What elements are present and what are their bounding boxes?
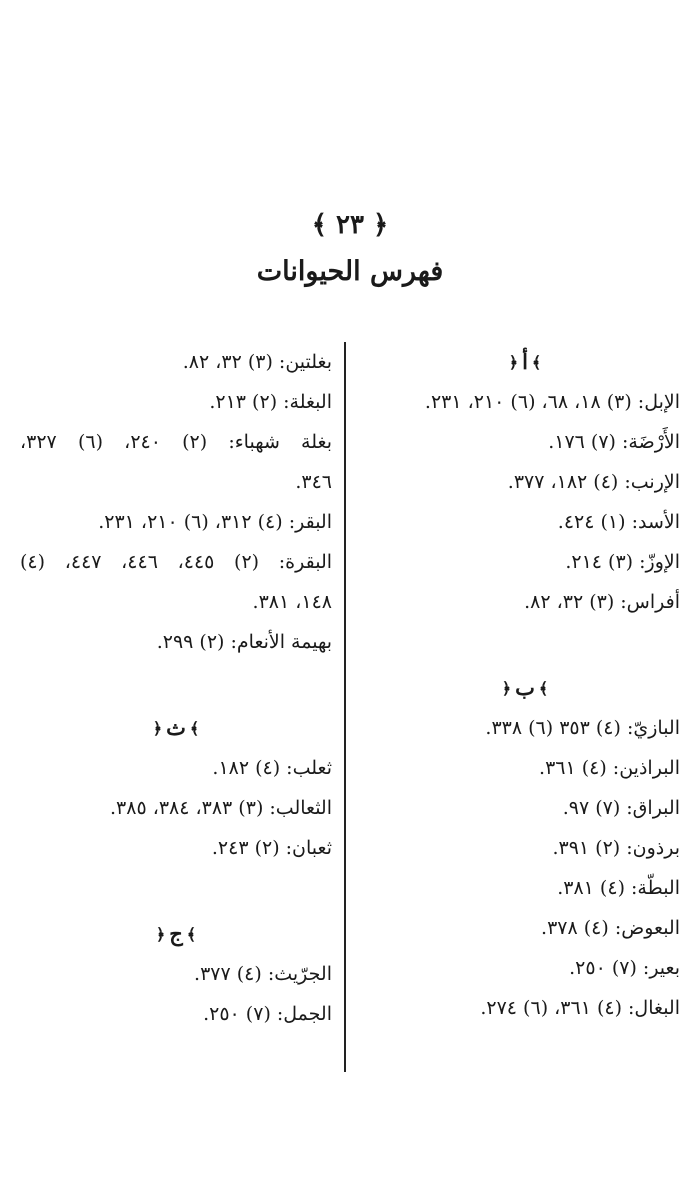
ornament-left-icon: ﴾ — [186, 925, 197, 944]
section-letter: ب — [515, 675, 535, 700]
index-entry: بغلة شهباء: (٢) ٢٤٠، (٦) ٣٢٧، — [20, 431, 332, 453]
index-entry: الأسد: (١) ٤٢٤. — [557, 511, 680, 533]
index-entry-continuation: ٣٤٦. — [295, 471, 332, 493]
index-entry: البراق: (٧) ٩٧. — [562, 797, 680, 819]
section-letter: ج — [169, 921, 183, 946]
section-gap — [20, 868, 332, 914]
index-entry: بهيمة الأنعام: (٢) ٢٩٩. — [156, 631, 332, 653]
index-entry: البطّة: (٤) ٣٨١. — [557, 877, 680, 899]
index-entry: الثعالب: (٣) ٣٨٣، ٣٨٤، ٣٨٥. — [110, 797, 332, 819]
index-entry: البعوض: (٤) ٣٧٨. — [541, 917, 680, 939]
ornament-right-icon: ﴿ — [501, 679, 512, 698]
index-entry: ثعلب: (٤) ١٨٢. — [212, 757, 332, 779]
section-heading-tha — [20, 708, 332, 748]
index-entry: البقر: (٤) ٣١٢، (٦) ٢١٠، ٢٣١. — [98, 511, 332, 533]
index-entry: البغال: (٤) ٣٦١، (٦) ٢٧٤. — [480, 997, 680, 1019]
page-title: فهرس الحيوانات — [256, 256, 444, 287]
index-entry: ثعبان: (٢) ٢٤٣. — [211, 837, 332, 859]
index-entry: بعير: (٧) ٢٥٠. — [569, 957, 680, 979]
index-entry-continuation: ١٤٨، ٣٨١. — [252, 591, 332, 613]
index-entry: البقرة: (٢) ٤٤٥، ٤٤٦، ٤٤٧، (٤) — [20, 551, 332, 573]
index-entry: الإبل: (٣) ١٨، ٦٨، (٦) ٢١٠، ٢٣١. — [424, 391, 680, 413]
section-heading-jim — [20, 914, 332, 954]
index-entry: البغلة: (٢) ٢١٣. — [209, 391, 332, 413]
section-gap — [370, 622, 680, 668]
ornament-left-icon: ﴾ — [531, 353, 542, 372]
section-gap — [20, 662, 332, 708]
ornament-left-icon: ﴾ — [189, 719, 200, 738]
left-column — [20, 342, 332, 1034]
ornament-right-icon: ﴿ — [152, 719, 163, 738]
index-entry: البراذين: (٤) ٣٦١. — [539, 757, 680, 779]
right-column — [370, 342, 680, 1028]
index-entry: بغلتين: (٣) ٣٢، ٨٢. — [182, 351, 332, 373]
ornament-left-icon: ﴾ — [538, 679, 549, 698]
ornament-right-icon: ﴿ — [155, 925, 166, 944]
section-letter: أ — [522, 349, 528, 374]
index-entry: الجمل: (٧) ٢٥٠. — [203, 1003, 332, 1025]
index-entry: الجرّيث: (٤) ٣٧٧. — [194, 963, 332, 985]
ornament-right-icon: ﴿ — [508, 353, 519, 372]
chapter-number: ﴿ ٢٣ ﴾ — [311, 210, 389, 240]
index-entry: الإوزّ: (٣) ٢١٤. — [565, 551, 680, 573]
section-letter: ث — [166, 715, 186, 740]
section-heading-alif — [370, 342, 680, 382]
index-entry: الأَرْضَة: (٧) ١٧٦. — [548, 431, 680, 453]
index-entry: برذون: (٢) ٣٩١. — [552, 837, 680, 859]
index-entry: الإرنب: (٤) ١٨٢، ٣٧٧. — [507, 471, 680, 493]
index-entry: البازيّ: (٤) ٣٥٣ (٦) ٣٣٨. — [485, 717, 680, 739]
section-heading-ba — [370, 668, 680, 708]
index-entry: أفراس: (٣) ٣٢، ٨٢. — [524, 591, 680, 613]
column-divider — [344, 342, 346, 1072]
